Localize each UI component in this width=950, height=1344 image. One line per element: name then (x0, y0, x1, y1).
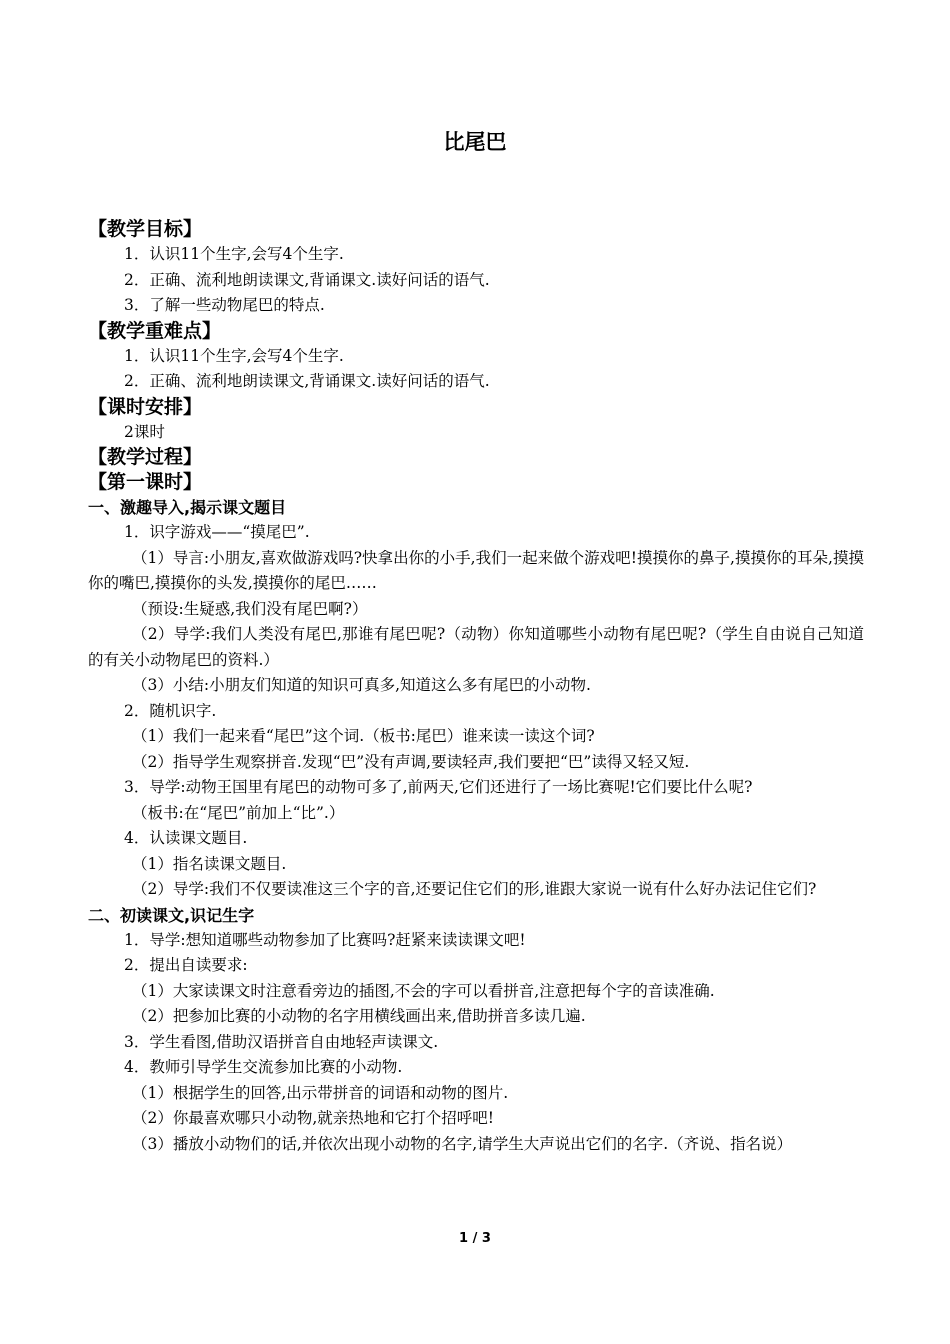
paragraph: （板书:在“尾巴”前加上“比”.） (132, 803, 345, 822)
paragraph: 4．认读课文题目. (124, 829, 248, 847)
page-number: 1 / 3 (459, 1231, 491, 1246)
paragraph: （1）我们一起来看“尾巴”这个词.（板书:尾巴）谁来读一读这个词? (132, 727, 595, 745)
paragraph: 1．识字游戏——“摸尾巴”. (124, 523, 310, 541)
paragraph: 4．教师引导学生交流参加比赛的小动物. (124, 1058, 403, 1076)
paragraph: （2）导学:我们人类没有尾巴,那谁有尾巴呢?（动物）你知道哪些小动物有尾巴呢?（学生自由说自己知道的有关小动物尾巴的资料.） (88, 625, 864, 669)
paragraph: （1）根据学生的回答,出示带拼音的词语和动物的图片. (132, 1083, 509, 1102)
lesson1-heading: 【第一课时】 (88, 471, 203, 493)
paragraph: 2．随机识字. (124, 701, 217, 720)
objectives-heading: 【教学目标】 (88, 218, 203, 240)
key-points-heading: 【教学重难点】 (88, 319, 222, 342)
schedule-heading: 【课时安排】 (88, 395, 203, 418)
paragraph: （2）你最喜欢哪只小动物,就亲热地和它打个招呼吧! (132, 1109, 495, 1127)
paragraph: 1．导学:想知道哪些动物参加了比赛吗?赶紧来读读课文吧! (124, 930, 526, 949)
paragraph: （2）指导学生观察拼音.发现“巴”没有声调,要读轻声,我们要把“巴”读得又轻又短. (132, 752, 690, 771)
part1-heading: 一、激趣导入,揭示课文题目 (88, 498, 287, 517)
paragraph: 3．导学:动物王国里有尾巴的动物可多了,前两天,它们还进行了一场比赛呢!它们要比什么呢? (124, 778, 753, 796)
document-body (88, 217, 864, 1157)
part2-heading: 二、初读课文,识记生字 (88, 905, 255, 925)
schedule-text: 2课时 (124, 422, 165, 441)
objective-item: 3．了解一些动物尾巴的特点. (124, 296, 325, 314)
key-point-item: 1．认识11个生字,会写4个生字. (124, 346, 344, 365)
paragraph: （3）小结:小朋友们知道的知识可真多,知道这么多有尾巴的小动物. (132, 676, 591, 694)
paragraph: （2）导学:我们不仅要读准这三个字的音,还要记住它们的形,谁跟大家说一说有什么好办法记住它们? (132, 880, 817, 898)
paragraph: （1）导言:小朋友,喜欢做游戏吗?快拿出你的小手,我们一起来做个游戏吧!摸摸你的鼻子,摸摸你的耳朵,摸摸你的嘴巴,摸摸你的头发,摸摸你的尾巴…… (88, 548, 864, 592)
paragraph: （2）把参加比赛的小动物的名字用横线画出来,借助拼音多读几遍. (132, 1007, 586, 1025)
objective-item: 1．认识11个生字,会写4个生字. (124, 245, 344, 263)
paragraph: （预设:生疑惑,我们没有尾巴啊?） (132, 599, 368, 618)
process-heading: 【教学过程】 (88, 446, 203, 468)
paragraph: 3．学生看图,借助汉语拼音自由地轻声读课文. (124, 1032, 439, 1051)
document-title: 比尾巴 (443, 130, 507, 154)
key-point-item: 2．正确、流利地朗读课文,背诵课文.读好问话的语气. (124, 372, 490, 390)
objective-item: 2．正确、流利地朗读课文,背诵课文.读好问话的语气. (124, 270, 490, 289)
paragraph: （1）指名读课文题目. (132, 854, 287, 873)
paragraph: 2．提出自读要求: (124, 956, 248, 974)
paragraph: （1）大家读课文时注意看旁边的插图,不会的字可以看拼音,注意把每个字的音读准确. (132, 981, 715, 1000)
paragraph: （3）播放小动物们的话,并依次出现小动物的名字,请学生大声说出它们的名字.（齐说、指名说） (132, 1134, 793, 1153)
